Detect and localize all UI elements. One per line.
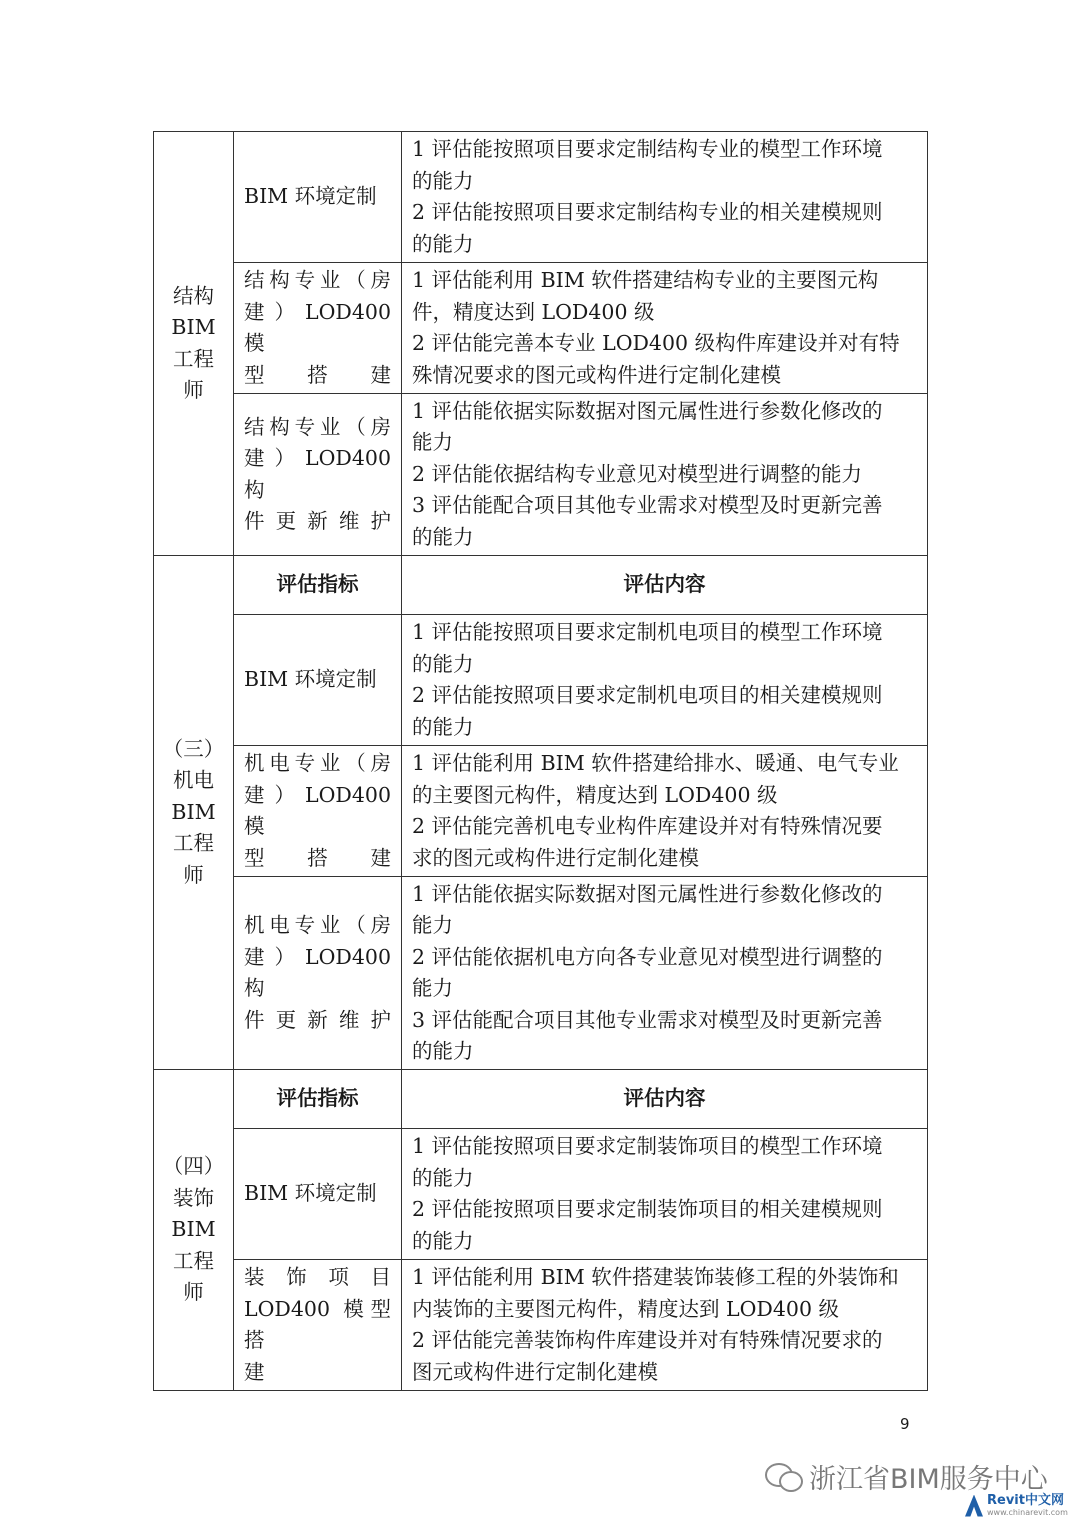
role-line: 工程	[173, 346, 214, 371]
content-line: 1 评估能按照项目要求定制结构专业的模型工作环境	[412, 137, 883, 161]
content-line: 3 评估能配合项目其他专业需求对模型及时更新完善	[412, 493, 883, 518]
role-cell	[154, 132, 234, 556]
page-number: 9	[900, 1415, 910, 1433]
indicator-line: 结构专业（房	[244, 414, 391, 439]
content-line: 1 评估能依据实际数据对图元属性进行参数化修改的	[412, 398, 883, 423]
content-line: 1 评估能利用 BIM 软件搭建给排水、暖通、电气专业	[412, 751, 899, 775]
header-content: 评估内容	[402, 1070, 928, 1129]
table-header-row	[154, 556, 928, 615]
role-line: 工程	[173, 831, 214, 856]
content-line: 1 评估能按照项目要求定制装饰项目的模型工作环境	[412, 1134, 883, 1158]
content-line: 1 评估能按照项目要求定制机电项目的模型工作环境	[412, 620, 883, 644]
indicator-cell	[234, 1129, 402, 1260]
indicator-line: 建	[244, 1359, 265, 1384]
role-line: 装饰	[173, 1185, 214, 1210]
role-line: 师	[183, 1280, 204, 1305]
content-line: 1 评估能依据实际数据对图元属性进行参数化修改的	[412, 881, 883, 906]
table-row	[154, 263, 928, 394]
indicator-line: 结构专业（房	[244, 268, 391, 292]
indicator-cell	[234, 132, 402, 263]
content-line: 的主要图元构件，精度达到 LOD400 级	[412, 782, 778, 807]
indicator-cell	[234, 1260, 402, 1391]
indicator-line: BIM 环境定制	[244, 1181, 377, 1206]
indicator-line: BIM 环境定制	[244, 184, 377, 209]
indicator-cell	[234, 746, 402, 877]
indicator-cell	[234, 615, 402, 746]
content-line: 殊情况要求的图元或构件进行定制化建模	[412, 362, 781, 387]
role-line: 师	[183, 862, 204, 887]
table-row	[154, 877, 928, 1070]
role-line: 结构	[173, 283, 214, 308]
role-line: 师	[183, 378, 204, 402]
indicator-line: 型搭建	[244, 362, 391, 387]
header-indicator: 评估指标	[234, 556, 402, 615]
indicator-line: BIM 环境定制	[244, 667, 377, 692]
role-line: 工程	[173, 1248, 214, 1273]
role-cell	[154, 556, 234, 1070]
content-cell	[402, 1129, 928, 1260]
table-row	[154, 132, 928, 263]
table-row	[154, 615, 928, 746]
role-line: BIM	[171, 1217, 216, 1242]
indicator-line: 件更新维护	[244, 509, 391, 533]
indicator-cell	[234, 394, 402, 556]
content-cell	[402, 746, 928, 877]
indicator-line: 建）LOD400 构	[244, 446, 391, 502]
indicator-line: 装饰项目	[244, 1265, 391, 1289]
content-line: 2 评估能依据机电方向各专业意见对模型进行调整的	[412, 944, 883, 969]
content-line: 的能力	[412, 168, 474, 193]
content-line: 2 评估能按照项目要求定制机电项目的相关建模规则	[412, 683, 883, 707]
content-cell	[402, 615, 928, 746]
watermark	[763, 1456, 1048, 1496]
content-line: 内装饰的主要图元构件，精度达到 LOD400 级	[412, 1296, 840, 1321]
content-line: 件，精度达到 LOD400 级	[412, 299, 655, 324]
content-line: 1 评估能利用 BIM 软件搭建结构专业的主要图元构	[412, 268, 879, 292]
content-line: 的能力	[412, 1165, 474, 1190]
header-content: 评估内容	[402, 556, 928, 615]
content-line: 的能力	[412, 651, 474, 676]
indicator-line: 建）LOD400 构	[244, 944, 391, 1000]
content-line: 2 评估能依据结构专业意见对模型进行调整的能力	[412, 461, 863, 486]
role-line: （三）	[162, 736, 225, 761]
site-logo-url: www.chinarevit.com	[987, 1508, 1068, 1517]
content-line: 求的图元或构件进行定制化建模	[412, 845, 699, 870]
watermark-text: 浙江省BIM服务中心	[809, 1463, 1048, 1495]
indicator-cell	[234, 877, 402, 1070]
content-cell	[402, 877, 928, 1070]
content-line: 1 评估能利用 BIM 软件搭建装饰装修工程的外装饰和	[412, 1265, 899, 1289]
site-logo-name: Revit中文网	[987, 1493, 1064, 1508]
role-line: 机电	[173, 768, 214, 793]
content-line: 的能力	[412, 714, 474, 739]
indicator-line: 件更新维护	[244, 1007, 391, 1032]
content-cell	[402, 263, 928, 394]
content-cell	[402, 394, 928, 556]
content-cell	[402, 132, 928, 263]
content-line: 2 评估能按照项目要求定制结构专业的相关建模规则	[412, 200, 883, 224]
header-indicator: 评估指标	[234, 1070, 402, 1129]
role-line: BIM	[171, 799, 216, 824]
role-line: BIM	[171, 315, 216, 339]
content-line: 3 评估能配合项目其他专业需求对模型及时更新完善	[412, 1007, 883, 1032]
indicator-line: LOD400 模型搭	[244, 1296, 391, 1352]
revit-logo-icon	[965, 1495, 983, 1517]
indicator-line: 建）LOD400 模	[244, 299, 391, 355]
content-line: 能力	[412, 430, 453, 455]
content-line: 能力	[412, 976, 453, 1000]
table-row	[154, 394, 928, 556]
indicator-line: 型搭建	[244, 845, 391, 870]
content-line: 2 评估能完善机电专业构件库建设并对有特殊情况要	[412, 814, 883, 838]
table-row	[154, 1129, 928, 1260]
content-line: 2 评估能完善装饰构件库建设并对有特殊情况要求的	[412, 1328, 883, 1352]
content-line: 能力	[412, 913, 453, 937]
content-line: 的能力	[412, 231, 474, 256]
site-logo	[965, 1494, 1068, 1517]
content-line: 的能力	[412, 524, 474, 549]
content-line: 2 评估能按照项目要求定制装饰项目的相关建模规则	[412, 1197, 883, 1221]
indicator-line: 建）LOD400 模	[244, 782, 391, 838]
indicator-cell	[234, 263, 402, 394]
wechat-icon	[763, 1459, 803, 1493]
evaluation-table	[153, 131, 928, 1391]
indicator-line: 机电专业（房	[244, 751, 391, 775]
role-cell	[154, 1070, 234, 1391]
content-cell	[402, 1260, 928, 1391]
content-line: 的能力	[412, 1039, 474, 1063]
table-row	[154, 1260, 928, 1391]
role-line: （四）	[162, 1154, 225, 1179]
table-header-row	[154, 1070, 928, 1129]
indicator-line: 机电专业（房	[244, 913, 391, 937]
content-line: 图元或构件进行定制化建模	[412, 1359, 658, 1384]
table-row	[154, 746, 928, 877]
content-line: 2 评估能完善本专业 LOD400 级构件库建设并对有特	[412, 331, 900, 355]
content-line: 的能力	[412, 1228, 474, 1253]
